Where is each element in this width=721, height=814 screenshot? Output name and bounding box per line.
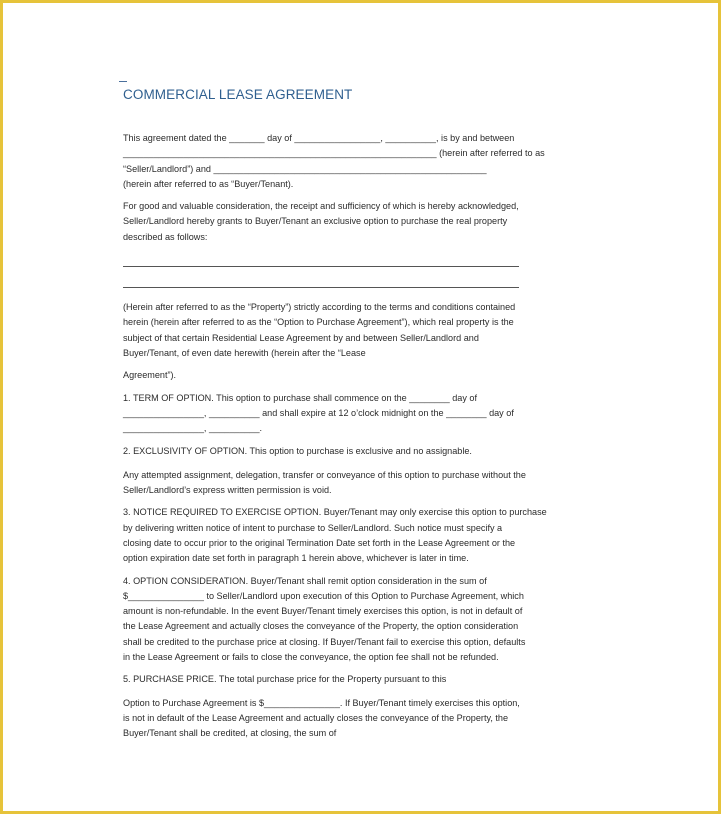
option-consideration-line: 4. OPTION CONSIDERATION. Buyer/Tenant shall remit option consideration in the sum of	[123, 575, 487, 586]
consideration-line: For good and valuable consideration, the receipt and sufficiency of which is hereby acknowledged,	[123, 201, 519, 212]
term-line: ________________, __________.	[123, 423, 263, 434]
exclusivity-section: 2. EXCLUSIVITY OF OPTION. This option to purchase is exclusive and no assignable.	[123, 446, 472, 457]
title-mark	[119, 81, 127, 82]
purchase-price-section: 5. PURCHASE PRICE. The total purchase price for the Property pursuant to this	[123, 674, 447, 685]
notice-line: 3. NOTICE REQUIRED TO EXERCISE OPTION. Buyer/Tenant may only exercise this option to purchase	[123, 507, 547, 518]
property-line: herein (herein after referred to as the “Option to Purchase Agreement”), which real property is the	[123, 317, 514, 328]
option-consideration-line: the Lease Agreement and actually closes the conveyance of the Property, the option consideration	[123, 621, 519, 632]
property-line: Buyer/Tenant, of even date herewith (herein after the “Lease	[123, 347, 366, 358]
notice-section	[123, 505, 593, 566]
assignment-paragraph	[123, 468, 593, 499]
property-end-line: Agreement”).	[123, 370, 177, 381]
property-line: (Herein after referred to as the “Property”) strictly according to the terms and conditions contained	[123, 302, 516, 313]
option-consideration-line: shall be credited to the purchase price at closing. If Buyer/Tenant fail to exercise this option, defaults	[123, 636, 526, 647]
intro-line: ______________________________________________________________ (herein after referred to as	[123, 148, 545, 159]
option-consideration-line: amount is non-refundable. In the event Buyer/Tenant timely exercises this option, is not in default of	[123, 606, 523, 617]
purchase-price-line: Option to Purchase Agreement is $_______________. If Buyer/Tenant timely exercises this option,	[123, 697, 520, 708]
intro-paragraph	[123, 131, 593, 192]
term-line: 1. TERM OF OPTION. This option to purchase shall commence on the ________ day of	[123, 392, 477, 403]
notice-line: closing date to occur prior to the original Termination Date set forth in the Lease Agreement or the	[123, 537, 516, 548]
notice-line: option expiration date set forth in paragraph 1 herein above, whichever is later in time.	[123, 553, 469, 564]
term-line: ________________, __________ and shall expire at 12 o’clock midnight on the ________ day of	[123, 407, 514, 418]
assignment-line: Any attempted assignment, delegation, transfer or conveyance of this option to purchase without the	[123, 469, 526, 480]
option-consideration-line: $_______________ to Seller/Landlord upon execution of this Option to Purchase Agreement, which	[123, 590, 524, 601]
purchase-price-paragraph	[123, 696, 593, 742]
property-line: subject of that certain Residential Lease Agreement by and between Seller/Landlord and	[123, 332, 479, 343]
assignment-line: Seller/Landlord’s express written permission is void.	[123, 485, 332, 496]
property-paragraph	[123, 300, 593, 361]
notice-line: by delivering written notice of intent to purchase to Seller/Landlord. Such notice must specify a	[123, 522, 503, 533]
purchase-price-line: Buyer/Tenant shall be credited, at closing, the sum of	[123, 728, 337, 739]
intro-line: “Seller/Landlord”) and ______________________________________________________	[123, 163, 487, 174]
option-consideration-section	[123, 574, 593, 666]
document-title: COMMERCIAL LEASE AGREEMENT	[123, 87, 353, 102]
consideration-line: Seller/Landlord hereby grants to Buyer/Tenant an exclusive option to purchase the real property	[123, 216, 508, 227]
term-of-option-section	[123, 391, 593, 437]
consideration-paragraph	[123, 199, 593, 245]
consideration-line: described as follows:	[123, 231, 208, 242]
intro-line: This agreement dated the _______ day of _________________, __________, is by and between	[123, 133, 515, 143]
purchase-price-line: is not in default of the Lease Agreement and actually closes the conveyance of the Property, the	[123, 712, 509, 723]
document-page	[123, 86, 593, 742]
option-consideration-line: in the Lease Agreement or fails to close the conveyance, the option fee shall not be refunded.	[123, 652, 499, 663]
intro-line: (herein after referred to as “Buyer/Tenant).	[123, 178, 294, 189]
